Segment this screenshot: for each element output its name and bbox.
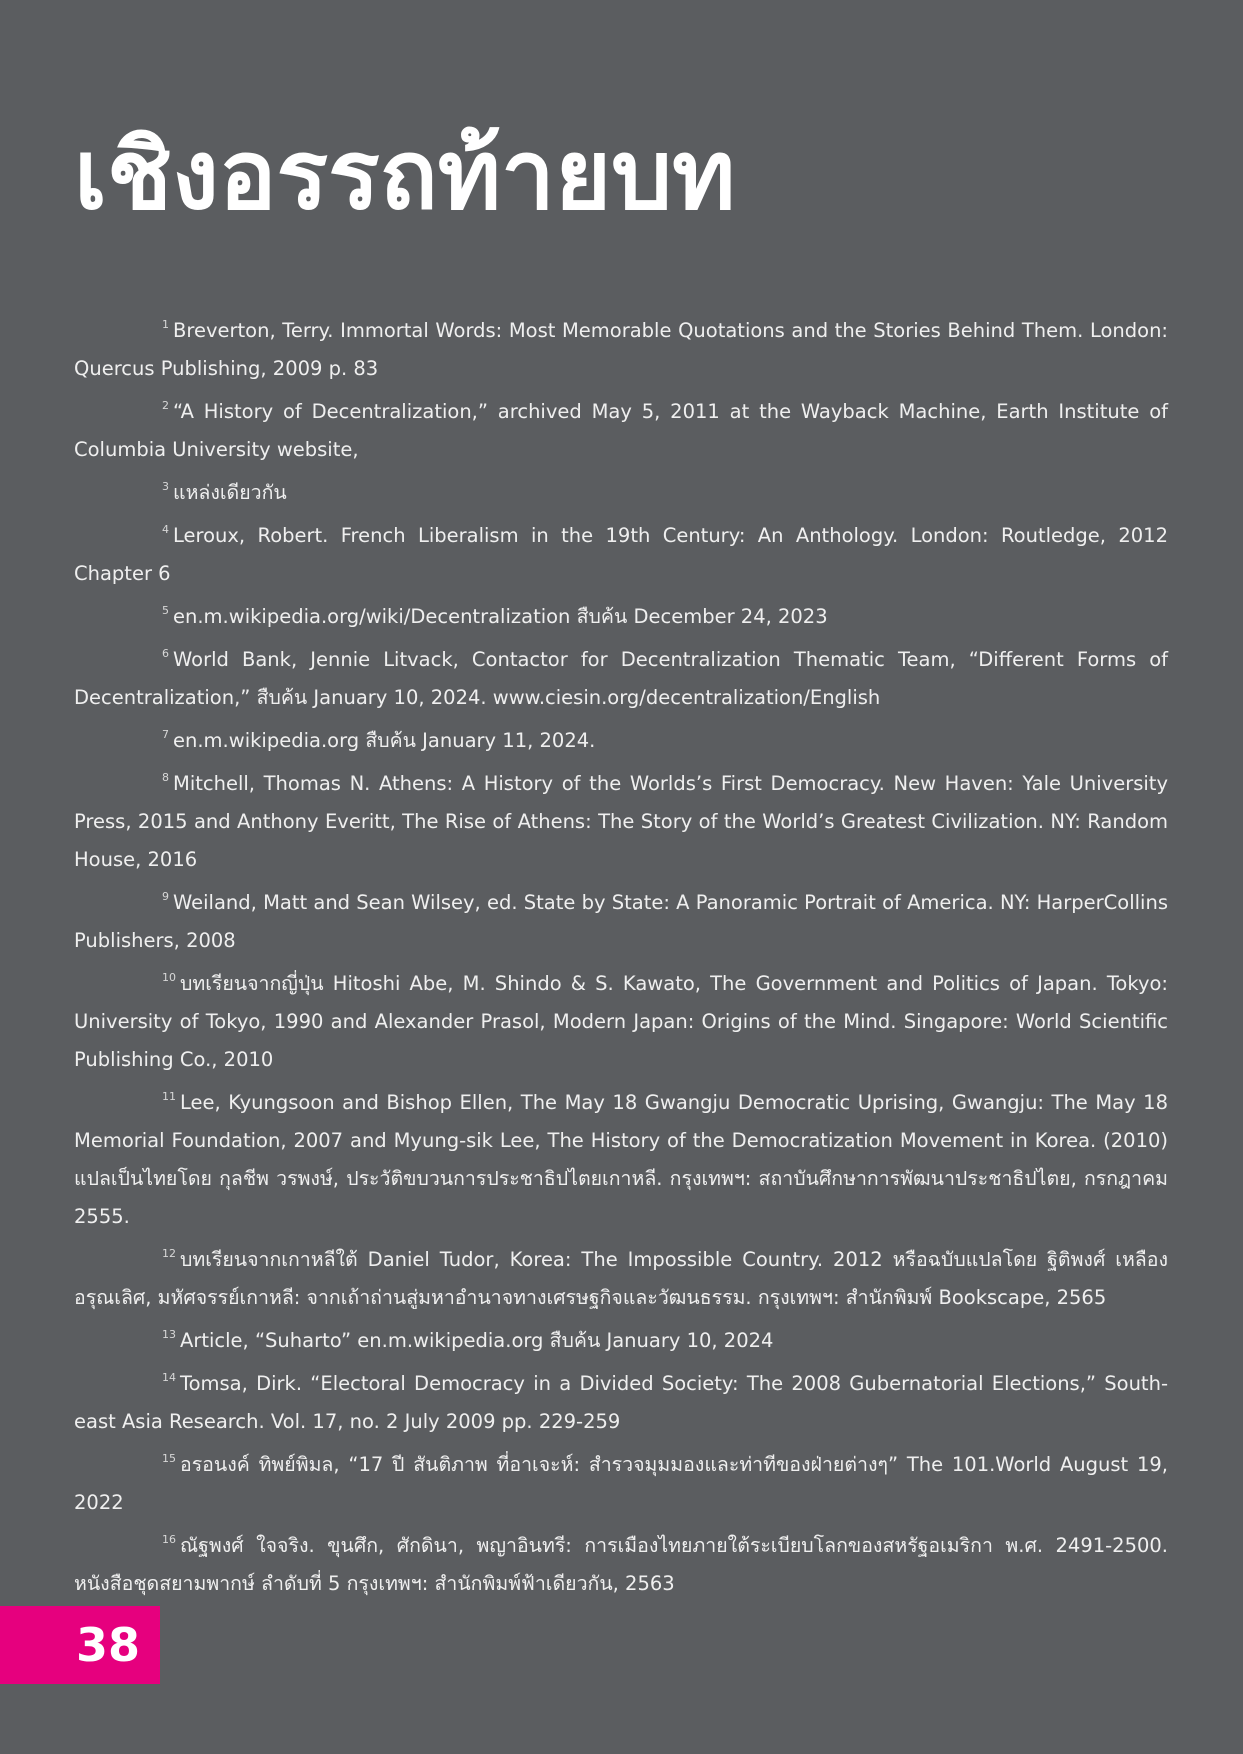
footnote-3 xyxy=(74,474,1168,512)
footnote-15 xyxy=(74,1446,1168,1522)
footnote-11 xyxy=(74,1084,1168,1236)
footnote-number: 16 xyxy=(162,1533,176,1546)
footnote-text: Article, “Suharto” en.m.wikipedia.org สืบค้น January 10, 2024 xyxy=(180,1329,774,1352)
footnote-list xyxy=(74,312,1168,1608)
footnote-text: Leroux, Robert. French Liberalism in the 19th Century: An Anthology. London: Routledge, 2012 Chapter 6 xyxy=(74,524,1168,585)
page-title: เชิงอรรถท้ายบท xyxy=(74,119,736,231)
footnote-4 xyxy=(74,517,1168,593)
footnote-16 xyxy=(74,1527,1168,1603)
footnote-10 xyxy=(74,965,1168,1079)
footnote-6 xyxy=(74,641,1168,717)
footnote-text: อรอนงค์ ทิพย์พิมล, “17 ปี สันติภาพ ที่อาเจะห์: สำรวจมุมมองและท่าทีของฝ่ายต่างๆ” The 101.World August 19, 2022 xyxy=(74,1453,1168,1514)
page-number: 38 xyxy=(76,1618,141,1672)
footnote-text: Mitchell, Thomas N. Athens: A History of the Worlds’s First Democracy. New Haven: Yale University Press, 2015 and Anthony Everitt, The Rise of Athens: The Story of the World’s Greatest Civilization. NY: Random House, 2016 xyxy=(74,772,1168,871)
footnote-text: “A History of Decentralization,” archived May 5, 2011 at the Wayback Machine, Earth Institute of Columbia University website, xyxy=(74,400,1168,461)
footnote-number: 6 xyxy=(162,647,169,660)
footnote-number: 3 xyxy=(162,480,169,493)
footnote-number: 10 xyxy=(162,971,176,984)
footnote-number: 1 xyxy=(162,318,169,331)
footnote-12 xyxy=(74,1241,1168,1317)
footnote-13 xyxy=(74,1322,1168,1360)
footnote-text: แหล่งเดียวกัน xyxy=(173,481,287,504)
footnote-number: 2 xyxy=(162,399,169,412)
footnote-number: 8 xyxy=(162,771,169,784)
footnote-text: Breverton, Terry. Immortal Words: Most Memorable Quotations and the Stories Behind Them. London: Quercus Publishing, 2009 p. 83 xyxy=(74,319,1168,380)
footnote-text: ณัฐพงศ์ ใจจริง. ขุนศึก, ศักดินา, พญาอินทรี: การเมืองไทยภายใต้ระเบียบโลกของสหรัฐอเมริกา พ.ศ. 2491-2500. หนังสือชุดสยามพากษ์ ลำดับที่ 5 กรุงเทพฯ: สำนักพิมพ์ฟ้าเดียวกัน, 2563 xyxy=(74,1534,1168,1595)
footnote-8 xyxy=(74,765,1168,879)
footnote-text: บทเรียนจากเกาหลีใต้ Daniel Tudor, Korea: The Impossible Country. 2012 หรือฉบับแปลโดย ฐิติพงศ์ เหลือง อรุณเลิศ, มหัศจรรย์เกาหลี: จากเถ้าถ่านสู่มหาอำนาจทางเศรษฐกิจและวัฒนธรรม. กรุงเทพฯ: สำนักพิมพ์ Bookscape, 2565 xyxy=(74,1248,1168,1309)
footnote-text: Lee, Kyungsoon and Bishop Ellen, The May 18 Gwangju Democratic Uprising, Gwangju: The May 18 Memorial Foundation, 2007 and Myung-sik Lee, The History of the Democratization Movement in Korea. (2010) แปลเป็นไทยโดย กุลชีพ วรพงษ์, ประวัติขบวนการประชาธิปไตยเกาหลี. กรุงเทพฯ: สถาบันศึกษาการพัฒนาประชาธิปไตย, กรกฎาคม 2555. xyxy=(74,1091,1168,1228)
page-number-badge xyxy=(0,1606,160,1684)
footnote-number: 15 xyxy=(162,1452,176,1465)
footnote-number: 9 xyxy=(162,890,169,903)
footnote-number: 12 xyxy=(162,1247,176,1260)
footnote-number: 13 xyxy=(162,1328,176,1341)
footnote-text: บทเรียนจากญี่ปุ่น Hitoshi Abe, M. Shindo & S. Kawato, The Government and Politics of Japan. Tokyo: University of Tokyo, 1990 and Alexander Prasol, Modern Japan: Origins of the Mind. Singapore: World Scientific Publishing Co., 2010 xyxy=(74,972,1168,1071)
footnote-5 xyxy=(74,598,1168,636)
footnote-number: 4 xyxy=(162,523,169,536)
footnote-text: World Bank, Jennie Litvack, Contactor for Decentralization Thematic Team, “Different Forms of Decentralization,” สืบค้น January 10, 2024. www.ciesin.org/decentralization/English xyxy=(74,648,1168,709)
footnote-text: Tomsa, Dirk. “Electoral Democracy in a Divided Society: The 2008 Gubernatorial Elections,” Southeast Asia Research. Vol. 17, no. 2 July 2009 pp. 229-259 xyxy=(74,1372,1168,1433)
footnote-text: en.m.wikipedia.org สืบค้น January 11, 2024. xyxy=(173,729,596,752)
footnote-number: 14 xyxy=(162,1371,176,1384)
footnote-number: 7 xyxy=(162,728,169,741)
footnote-14 xyxy=(74,1365,1168,1441)
footnote-9 xyxy=(74,884,1168,960)
footnote-text: Weiland, Matt and Sean Wilsey, ed. State by State: A Panoramic Portrait of America. NY: HarperCollins Publishers, 2008 xyxy=(74,891,1168,952)
footnote-2 xyxy=(74,393,1168,469)
footnote-number: 11 xyxy=(162,1090,176,1103)
footnote-number: 5 xyxy=(162,604,169,617)
footnote-1 xyxy=(74,312,1168,388)
footnote-7 xyxy=(74,722,1168,760)
footnote-text: en.m.wikipedia.org/wiki/Decentralization สืบค้น December 24, 2023 xyxy=(173,605,828,628)
